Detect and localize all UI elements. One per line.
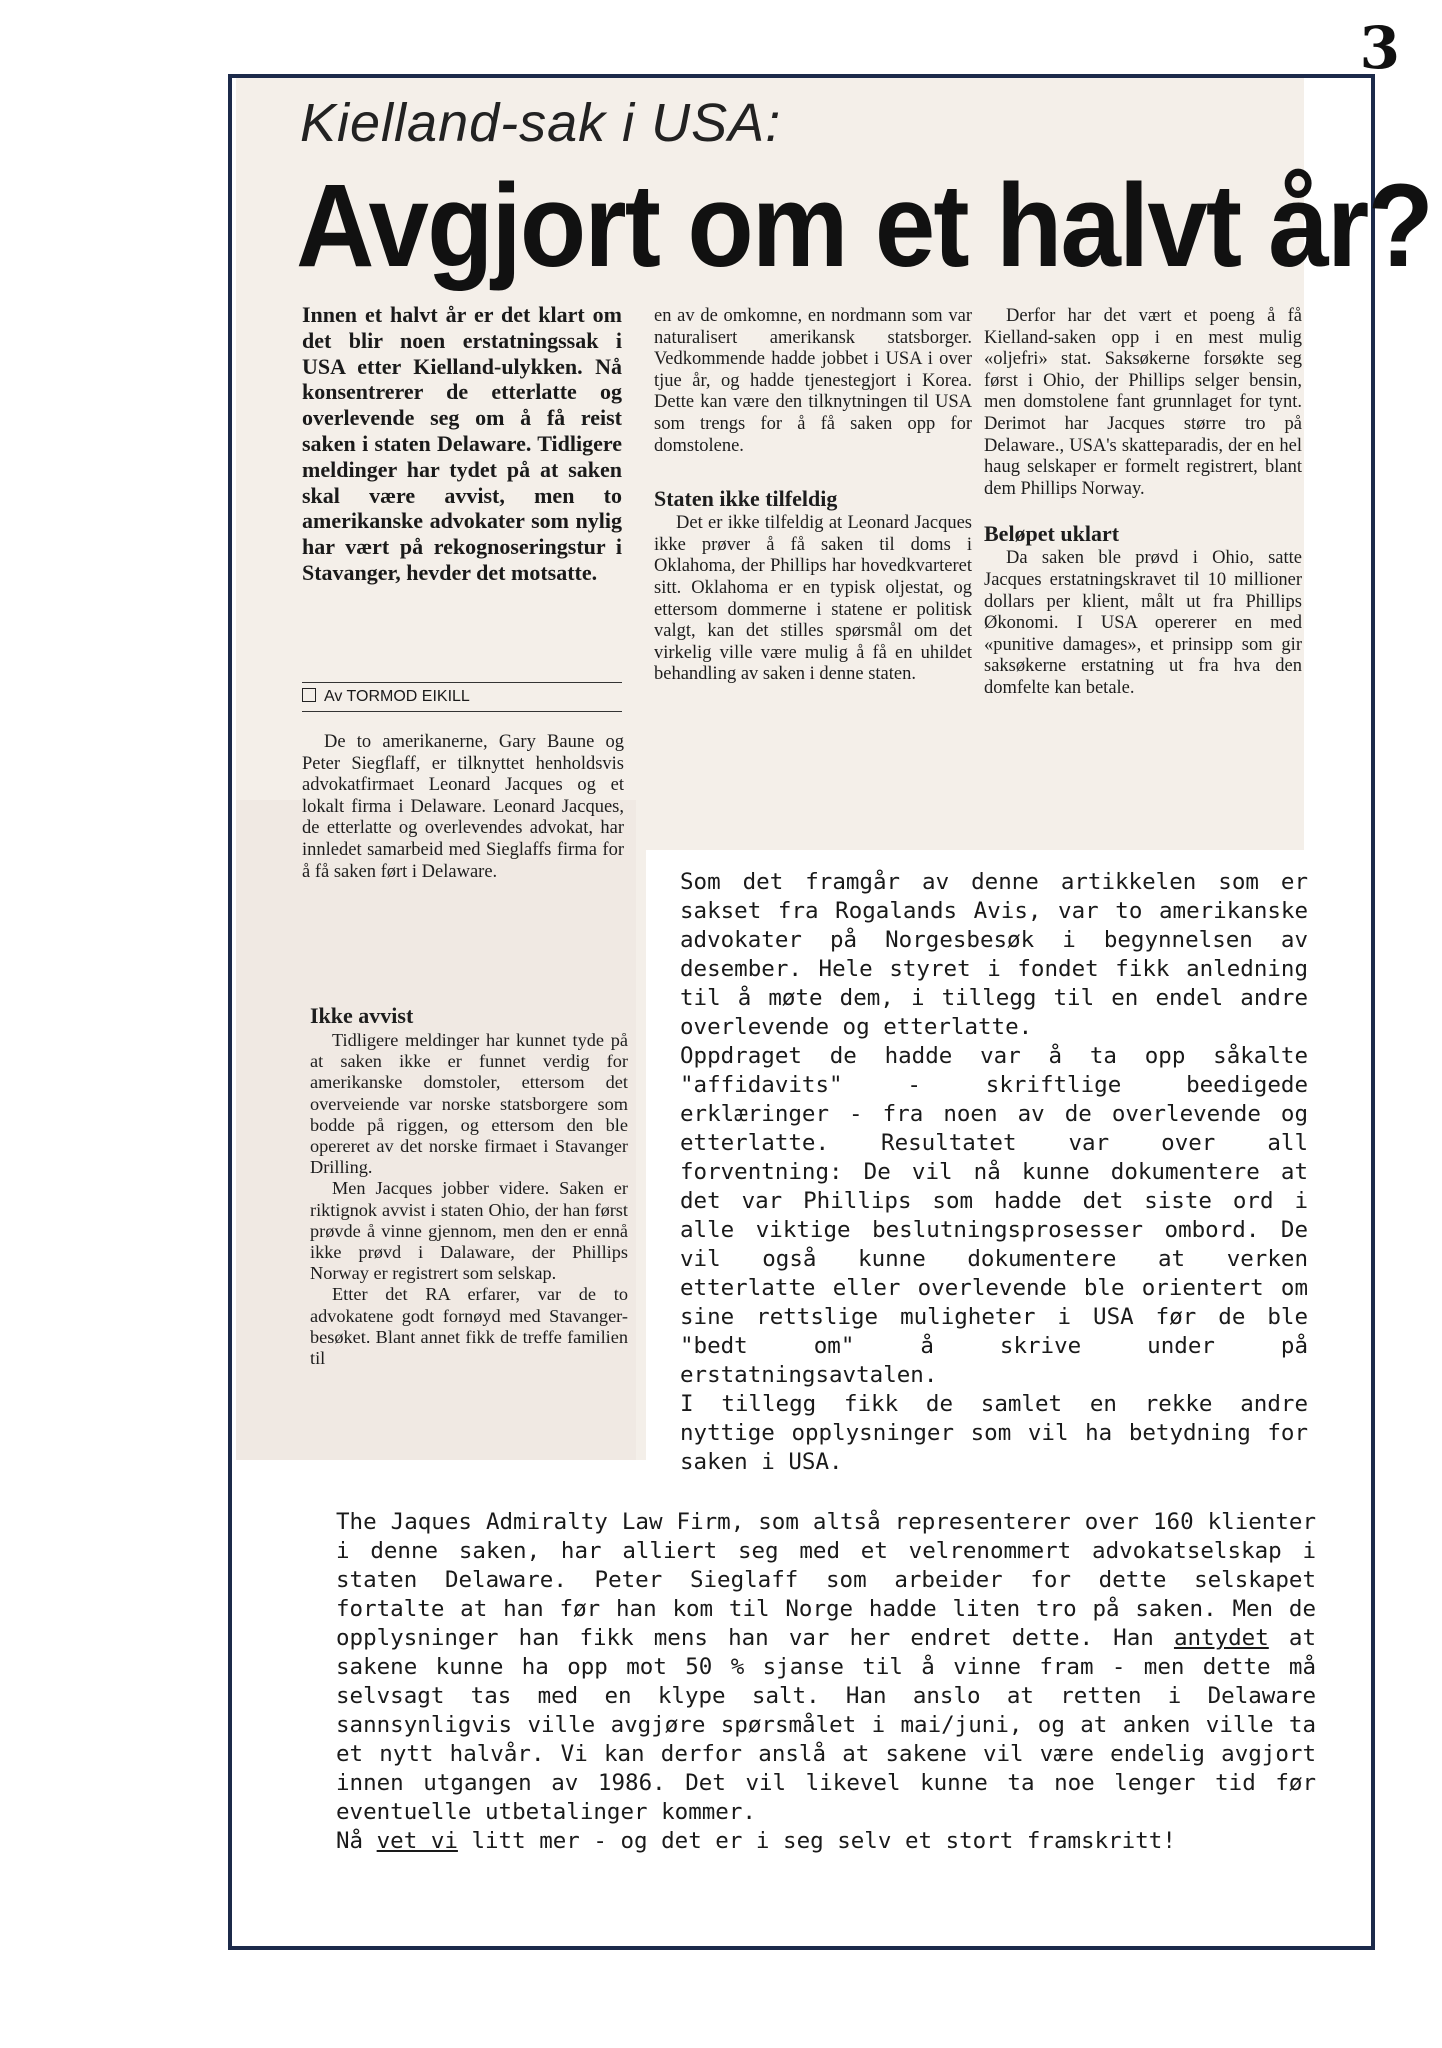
note-text: at sakene kunne ha opp mot 50 % sjanse til å vinne fram - men dette må selvsagt tas med en klype salt. Han anslo at retten i Delaware sannsynligvis ville avgjøre spørsmålet i mai/juni, og at anken ville ta et nytt halvår. Vi kan derfor anslå at sakene vil være endelig avgjort innen utgangen av 1986. Det vil likevel kunne ta noe lenger tid før eventuelle utbetalinger kommer. xyxy=(336,1625,1317,1825)
column-paragraph: De to amerikanerne, Gary Baune og Peter Siegflaff, er tilknyttet henholdsvis advokatfirmaet Leonard Jacques og et lokalt firma i Delaware. Leonard Jacques, de etterlatte og overlevendes advokat, har innledet samarbeid med Sieglaffs firma for å få saken ført i Delaware. xyxy=(302,732,624,882)
page-number: 3 xyxy=(1359,14,1400,82)
column-paragraph: Tidligere meldinger har kunnet tyde på at saken ikke er funnet verdig for amerikanske domstoler, ettersom det overveiende var norske statsborgere som bodde på riggen, og ettersom den ble opereret av det norske firmaet i Stavanger Drilling. xyxy=(310,1030,628,1178)
note-text: litt mer - og det er i seg selv et stort framskritt! xyxy=(457,1828,1176,1854)
note-paragraph: I tillegg fikk de samlet en rekke andre nyttige opplysninger som vil ha betydning for saken i USA. xyxy=(680,1391,1308,1475)
article-column-1-continued xyxy=(310,990,628,1369)
column-paragraph: en av de omkomne, en nordmann som var naturalisert amerikansk statsborger. Vedkommende hadde jobbet i USA i over tjue år, og hadde tjenestegjort i Korea. Dette kan være den tilknytningen til USA som trengs for å få saken opp for domstolene. xyxy=(654,306,972,456)
column-paragraph: Men Jacques jobber videre. Saken er riktignok avvist i staten Ohio, der han først prøvde å vinne gjennom, men den er ennå ikke prøvd i Dalaware, der Phillips Norway er registrert som selskap. xyxy=(310,1178,628,1284)
subheading: Staten ikke tilfeldig xyxy=(654,486,838,512)
note-paragraph: Som det framgår av denne artikkelen som er sakset fra Rogalands Avis, var to amerikanske advokater på Norgesbesøk i begynnelsen av desember. Hele styret i fondet fikk anledning til å møte dem, i tillegg til en endel andre overlevende og etterlatte. xyxy=(680,869,1308,1040)
column-paragraph: Derfor har det vært et poeng å få Kielland-saken opp i en mest mulig «oljefri» stat. Saksøkerne forsøkte seg først i Ohio, der Phillips selger bensin, men domstolene fant grunnlaget for tynt. Derimot har Jacques større tro på Delaware., USA's skatteparadis, der en hel haug selskaper er formelt registrert, blant dem Phillips Norway. xyxy=(984,306,1302,499)
note-paragraph xyxy=(336,1508,1316,1827)
article-lead: Innen et halvt år er det klart om det blir noen erstatningssak i USA etter Kielland-ulykken. Nå konsentrerer de etterlatte og overlevende seg om å få reist saken i staten Delaware. Tidligere meldinger har tydet på at saken skal være avvist, men to amerikanske advokater som nylig har vært på rekognoseringstur i Stavanger, hevder det motsatte. xyxy=(302,302,622,585)
column-paragraph: Etter det RA erfarer, var de to advokatene godt fornøyd med Stavanger-besøket. Blant annet fikk de treffe familien til xyxy=(310,1284,628,1369)
article-column-1 xyxy=(302,732,624,883)
underlined-word: antydet xyxy=(1173,1625,1269,1651)
note-text: The Jaques Admiralty Law Firm, som altså representerer over 160 klienter i denne saken, har alliert seg med et velrenommert advokatselskap i staten Delaware. Peter Sieglaff som arbeider for dette selskapet fortalte at han før han kom til Norge hadde liten tro på saken. Men de opplysninger han fikk mens han var her endret dette. Han xyxy=(336,1509,1316,1651)
article-headline: Avgjort om et halvt år? xyxy=(296,160,1432,292)
byline-text: Av TORMOD EIKILL xyxy=(324,688,470,705)
article-column-2 xyxy=(654,306,972,686)
underlined-word: vet vi xyxy=(376,1828,458,1854)
article-kicker: Kielland-sak i USA: xyxy=(300,93,782,153)
article-column-3 xyxy=(984,306,1302,700)
typed-note xyxy=(680,868,1308,1477)
column-paragraph: Det er ikke tilfeldig at Leonard Jacques ikke prøver å få saken til doms i Oklahoma, der Phillips har hovedkvarteret sitt. Oklahoma er en typisk oljestat, og ettersom dommerne i statene er politisk valgt, kan det stilles spørsmål om det virkelig ville være mulig å få en uhildet behandling av saken i denne staten. xyxy=(654,513,972,685)
column-paragraph: Da saken ble prøvd i Ohio, satte Jacques erstatningskravet til 10 millioner dollars per klient, målt ut fra Phillips Økonomi. I USA opererer en med «punitive damages», et prinsipp som gir saksøkerne erstatning ut fra hva den domfelte kan betale. xyxy=(984,548,1302,698)
typed-note-bottom xyxy=(336,1508,1316,1856)
note-text: Nå xyxy=(336,1828,377,1854)
subheading: Beløpet uklart xyxy=(984,521,1120,547)
subheading: Ikke avvist xyxy=(310,1003,414,1028)
note-paragraph: Oppdraget de hadde var å ta opp såkalte "affidavits" - skriftlige beedigede erklæringer - fra noen av de overlevende og etterlatte. Resultatet var over all forventning: De vil nå kunne dokumentere at det var Phillips som hadde det siste ord i alle viktige beslutningsprosesser ombord. De vil også kunne dokumentere at verken etterlatte eller overlevende ble orientert om sine rettslige muligheter i USA før de ble "bedt om" å skrive under på erstatningsavtalen. xyxy=(680,1043,1308,1388)
byline-box-icon xyxy=(302,688,316,702)
article-byline xyxy=(302,682,622,712)
note-paragraph xyxy=(336,1827,1316,1856)
